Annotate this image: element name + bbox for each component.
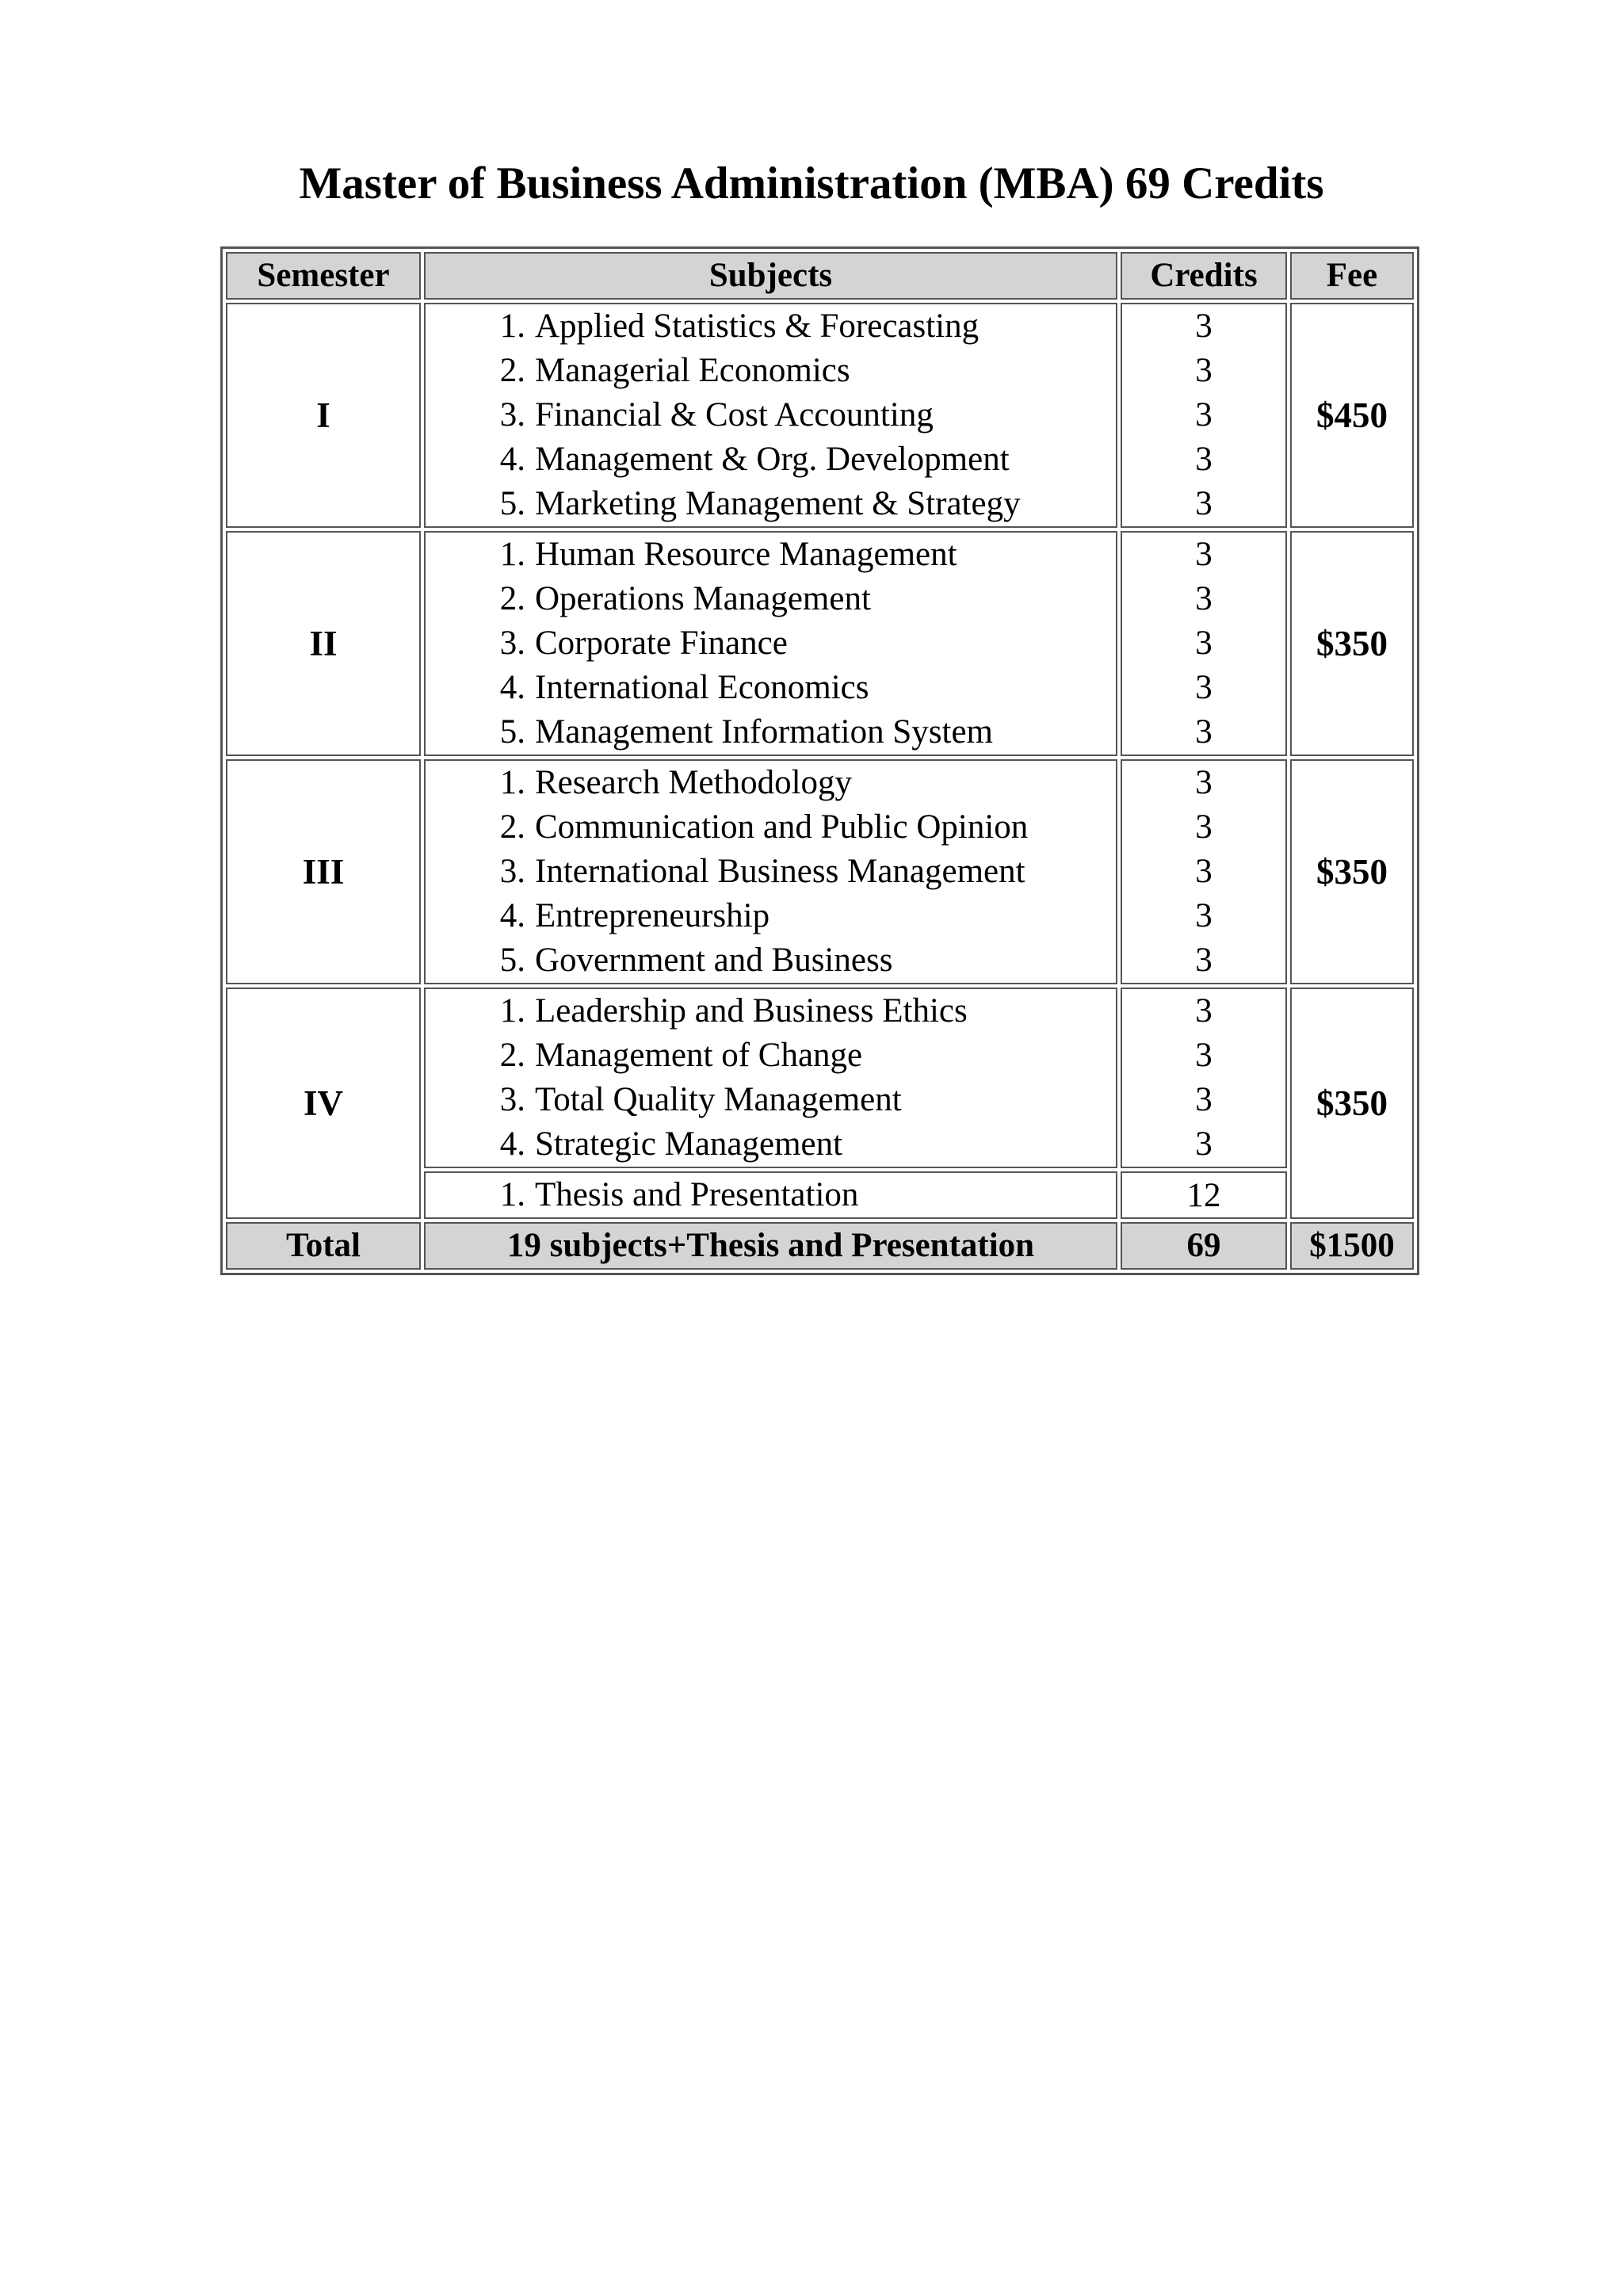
subjects-cell	[424, 303, 1117, 528]
credits-cell	[1121, 303, 1287, 528]
list-item: 1. Thesis and Presentation	[499, 1176, 859, 1213]
thesis-cell	[424, 1171, 1117, 1219]
thesis-credits: 12	[1121, 1171, 1287, 1219]
subject-name: Human Resource Management	[535, 536, 957, 573]
credit-value: 3	[1195, 536, 1212, 573]
list-item: 1. Leadership and Business Ethics	[499, 992, 968, 1030]
fee-cell: $350	[1290, 759, 1414, 984]
semester-row-1	[226, 303, 1414, 528]
semester-label: I	[226, 303, 421, 528]
list-item: 3. International Business Management	[499, 853, 1025, 890]
list-item: 5. Marketing Management & Strategy	[499, 485, 1021, 522]
semester-row-4	[226, 988, 1414, 1168]
header-subjects: Subjects	[424, 252, 1117, 300]
fee-cell: $350	[1290, 531, 1414, 756]
list-item: 3. Financial & Cost Accounting	[499, 396, 934, 434]
list-item: 2. Operations Management	[499, 580, 871, 617]
credits-cell	[1121, 759, 1287, 984]
curriculum-table	[220, 246, 1419, 1275]
fee-cell: $350	[1290, 988, 1414, 1219]
subject-name: Research Methodology	[535, 764, 853, 801]
semester-row-3	[226, 759, 1414, 984]
credit-list	[1122, 304, 1285, 526]
subject-name: Management Information System	[535, 713, 993, 751]
credit-value: 3	[1195, 308, 1212, 345]
subjects-cell	[424, 531, 1117, 756]
credit-value: 3	[1195, 897, 1212, 934]
page-title: Master of Business Administration (MBA) 69 Credits	[299, 159, 1324, 208]
list-item: 4. Strategic Management	[499, 1125, 843, 1163]
subject-name: Applied Statistics & Forecasting	[535, 308, 980, 345]
subjects-cell	[424, 988, 1117, 1168]
list-item: 4. International Economics	[499, 669, 869, 706]
semester-row-2	[226, 531, 1414, 756]
subject-list	[426, 304, 1116, 526]
credit-value: 3	[1195, 713, 1212, 751]
subjects-cell	[424, 759, 1117, 984]
list-item: 2. Communication and Public Opinion	[499, 808, 1029, 846]
credits-cell	[1121, 531, 1287, 756]
list-item: 4. Entrepreneurship	[499, 897, 770, 934]
header-fee: Fee	[1290, 252, 1414, 300]
subject-list	[426, 1173, 1116, 1217]
subject-name: Entrepreneurship	[535, 897, 770, 934]
credit-value: 3	[1195, 942, 1212, 979]
credit-value: 3	[1195, 992, 1212, 1030]
subject-name: Leadership and Business Ethics	[535, 992, 968, 1030]
credit-value: 3	[1195, 853, 1212, 890]
list-item: 3. Total Quality Management	[499, 1081, 902, 1118]
total-fee: $1500	[1290, 1222, 1414, 1270]
subject-name: Operations Management	[535, 580, 871, 617]
total-row	[226, 1222, 1414, 1270]
subject-name: Total Quality Management	[535, 1081, 902, 1118]
credit-value: 3	[1195, 580, 1212, 617]
credit-value: 3	[1195, 669, 1212, 706]
credit-value: 3	[1195, 485, 1212, 522]
subject-name: International Economics	[535, 669, 869, 706]
credit-value: 3	[1195, 1081, 1212, 1118]
subject-list	[426, 989, 1116, 1167]
total-credits: 69	[1121, 1222, 1287, 1270]
subject-list	[426, 761, 1116, 983]
header-credits: Credits	[1121, 252, 1287, 300]
subject-name: Strategic Management	[535, 1125, 843, 1163]
credit-list	[1122, 989, 1285, 1167]
table-header-row	[226, 252, 1414, 300]
subject-name: Managerial Economics	[535, 352, 850, 389]
semester-label: III	[226, 759, 421, 984]
subject-name: Thesis and Presentation	[535, 1176, 859, 1213]
credit-value: 3	[1195, 808, 1212, 846]
credit-value: 3	[1195, 1037, 1212, 1074]
credit-value: 3	[1195, 352, 1212, 389]
subject-name: Marketing Management & Strategy	[535, 485, 1021, 522]
credit-value: 3	[1195, 1125, 1212, 1163]
subject-list	[426, 533, 1116, 755]
list-item: 1. Research Methodology	[499, 764, 853, 801]
list-item: 3. Corporate Finance	[499, 625, 788, 662]
credit-value: 3	[1195, 625, 1212, 662]
subject-name: Government and Business	[535, 942, 893, 979]
semester-label: IV	[226, 988, 421, 1219]
list-item: 2. Management of Change	[499, 1037, 863, 1074]
fee-cell: $450	[1290, 303, 1414, 528]
credits-cell	[1121, 988, 1287, 1168]
subject-name: International Business Management	[535, 853, 1025, 890]
list-item: 4. Management & Org. Development	[499, 441, 1010, 478]
subject-name: Communication and Public Opinion	[535, 808, 1029, 846]
list-item: 1. Human Resource Management	[499, 536, 957, 573]
list-item: 1. Applied Statistics & Forecasting	[499, 308, 980, 345]
list-item: 2. Managerial Economics	[499, 352, 850, 389]
credit-list	[1122, 761, 1285, 983]
total-label: Total	[226, 1222, 421, 1270]
credit-value: 3	[1195, 764, 1212, 801]
header-semester: Semester	[226, 252, 421, 300]
credit-value: 3	[1195, 441, 1212, 478]
credit-value: 3	[1195, 396, 1212, 434]
subject-name: Management & Org. Development	[535, 441, 1010, 478]
subject-name: Corporate Finance	[535, 625, 788, 662]
credit-list	[1122, 533, 1285, 755]
total-subjects: 19 subjects+Thesis and Presentation	[424, 1222, 1117, 1270]
subject-name: Management of Change	[535, 1037, 863, 1074]
list-item: 5. Government and Business	[499, 942, 893, 979]
subject-name: Financial & Cost Accounting	[535, 396, 934, 434]
semester-label: II	[226, 531, 421, 756]
list-item: 5. Management Information System	[499, 713, 993, 751]
